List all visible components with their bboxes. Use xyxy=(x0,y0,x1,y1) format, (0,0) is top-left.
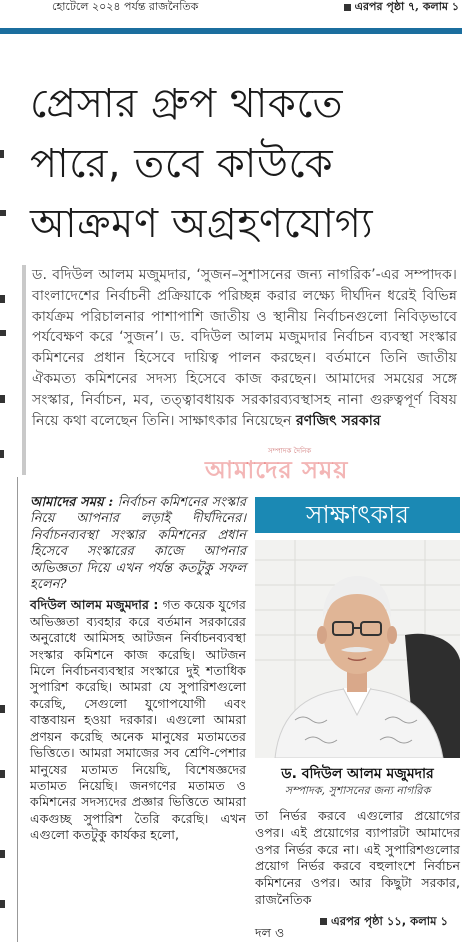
interview-answer xyxy=(30,597,246,843)
intro-paragraph xyxy=(32,265,457,431)
headline-line-1: প্রেসার গ্রুপ থাকতে xyxy=(30,81,343,127)
continuation-tail: দল ও xyxy=(255,925,285,940)
interview-question xyxy=(30,495,246,593)
interviewee-photo xyxy=(255,540,460,758)
reporter-name: রণজিৎ সরকার xyxy=(296,412,381,429)
question-asker: আমাদের সময় : xyxy=(30,495,114,510)
square-bullet-icon xyxy=(344,4,351,11)
previous-story-tail: হোটেলে ২০২৪ পর্যন্ত রাজনৈতিক xyxy=(52,0,199,13)
answer-text: গত কয়েক যুগের অভিজ্ঞতা ব্যবহার করে বর্তমান সরকারের অনুরোধে আমিসহ আটজন নির্বাচনব্যবস্থা সংস্কার কমিশনে কাজ করেছি। আটজন মিলে নির্বাচনব্যবস্থার সংস্কারে দুই শতাধিক সুপারিশ করেছি। আমরা যে সুপারিশগুলো করেছি, সেগুলো যুগোপযোগী এবং বাস্তবায়ন হওয়া দরকার। এগুলো আমরা প্রণয়ন করেছি অনেক মানুষের মতামতের ভিত্তিতে। আমরা সমাজের সব শ্রেণি-পেশার মানুষের মতামত নিয়েছি, বিশেষজ্ঞদের মতামত নিয়েছি। জনগণের মতামত ও কমিশনের সদস্যদের প্রজ্ঞার ভিত্তিতে আমরা একগুচ্ছ সুপারিশ তৈরি করেছি। এখন এগুলো কতটুকু কার্যকর হলো, xyxy=(30,597,246,843)
photo-caption-name: ড. বদিউল আলম মজুমদার xyxy=(281,766,434,782)
continuation-jump: এরপর পৃষ্ঠা ১১, কলাম ১ xyxy=(320,913,448,932)
previous-story-jump: এরপর পৃষ্ঠা ৭, কলাম ১ xyxy=(344,0,459,17)
section-rule xyxy=(0,28,462,34)
square-bullet-icon xyxy=(320,918,327,925)
adjacent-column-fragments xyxy=(0,150,10,910)
continuation-text: তা নির্ভর করবে এগুলোর প্রয়োগের ওপর। এই প্রয়োগের ব্যাপারটা আমাদের ওপর নির্ভর করে না। এই সুপারিশগুলোর প্রয়োগ নির্ভর করবে বহুলাংশে নির্বাচন কমিশনের ওপর। আর কিছুটা সরকার, রাজনৈতিক xyxy=(255,808,460,907)
answer-speaker: বদিউল আলম মজুমদার : xyxy=(30,597,159,613)
adjacent-column-edge xyxy=(0,150,10,913)
question-text: নির্বাচন কমিশনের সংস্কার নিয়ে আপনার লড়াই দীর্ঘদিনের। নির্বাচনব্যবস্থা সংস্কার কমিশনের প্রধান হিসেবে সংস্কারের কাজে আপনার অভিজ্ঞতা দিয়ে এখন পর্যন্ত কতটুকু সফল হলেন? xyxy=(30,495,246,593)
portrait-illustration xyxy=(255,540,460,758)
top-strip xyxy=(0,0,475,14)
interview-tag: সাক্ষাৎকার xyxy=(255,497,460,533)
intro-text: ড. বদিউল আলম মজুমদার, ‘সুজন–সুশাসনের জন্য নাগরিক’-এর সম্পাদক। বাংলাদেশের নির্বাচনী প্রক্রিয়াকে পরিচ্ছন্ন করার লক্ষ্যে দীর্ঘদিন ধরেই বিভিন্ন কার্যক্রম পরিচালনার পাশাপাশি জাতীয় ও স্থানীয় নির্বাচনগুলো নিবিড়ভাবে পর্যবেক্ষণ করে ‘সুজন’। ড. বদিউল আলম মজুমদার নির্বাচন ব্যবস্থা সংস্কার কমিশনের প্রধান হিসেবে দায়িত্ব পালন করছেন। বর্তমানে তিনি জাতীয় ঐকমত্য কমিশনের সদস্য হিসেবে কাজ করছেন। আমাদের সময়ের সঙ্গে সংস্কার, নির্বাচন, মব, তত্ত্বাবধায়ক সরকারব্যবস্থাসহ নানা গুরুত্বপূর্ণ বিষয় নিয়ে কথা বলেছেন তিনি। সাক্ষাৎকার নিয়েছেন xyxy=(32,267,457,429)
headline-line-2: পারে, তবে কাউকে xyxy=(30,141,334,187)
headline xyxy=(30,74,460,254)
right-page-edge xyxy=(463,0,475,945)
newspaper-watermark: আমাদের সময় xyxy=(205,456,349,484)
interview-column xyxy=(30,495,246,844)
headline-line-3: আক্রমণ অগ্রহণযোগ্য xyxy=(30,201,374,247)
intro-side-bar xyxy=(22,265,26,475)
photo-caption-role: সম্পাদক, সুশাসনের জন্য নাগরিক xyxy=(284,784,431,797)
column-rule xyxy=(17,477,18,942)
watermark-caption: সম্পাদক দৈনিক xyxy=(268,447,312,455)
